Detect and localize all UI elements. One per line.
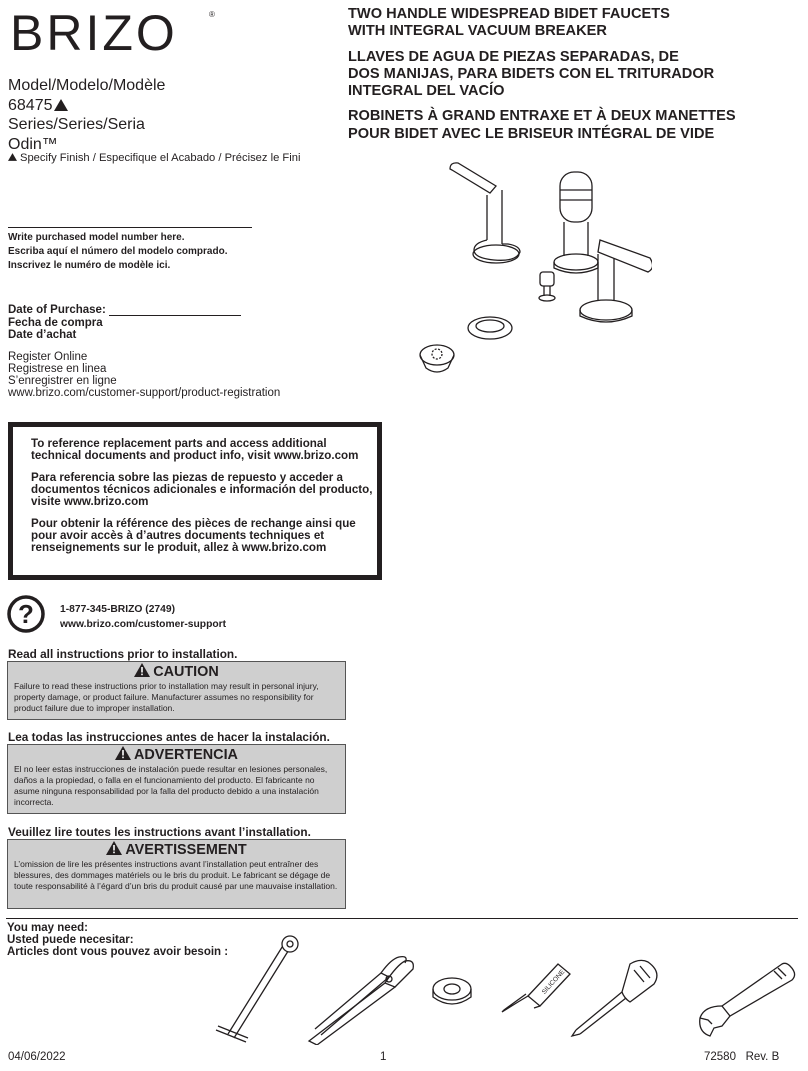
series-label: Series/Series/Seria [8,116,145,133]
register-en: Register Online [8,351,88,363]
caution-heading-text: CAUTION [153,664,219,680]
advertencia-heading [8,746,345,764]
model-number-line[interactable] [8,227,252,228]
title-es-2: DOS MANIJAS, PARA BIDETS CON EL TRITURADOR [348,65,715,82]
brizo-logo [8,6,218,54]
question-mark-icon [7,595,45,633]
avertissement-heading-text: AVERTISSEMENT [125,842,247,858]
avertissement-heading [8,841,345,859]
avertissement-body: L’omission de lire les présentes instructions avant l’installation peut entraîner des blessures, des dommages matériels ou le bris du produit. Le fabricant se dégage de toute responsabilité à l’égard d’un bris du produit causé par une mauvaise installation. [14,859,338,892]
registered-mark: ® [209,10,215,19]
model-info [8,76,165,154]
reference-en: To reference replacement parts and access additional technical documents and product info, visit www.brizo.com [31,437,359,462]
warning-triangle-icon [134,663,150,677]
drain-flange-icon [468,317,512,339]
spout-icon [554,172,598,273]
title-en-1: TWO HANDLE WIDESPREAD BIDET FAUCETS [348,6,670,22]
right-handle-icon [580,240,652,322]
silicone-label: SILICONE [540,968,567,996]
title-fr-1: ROBINETS À GRAND ENTRAXE ET À DEUX MANETTES [348,108,736,125]
support-phone[interactable]: 1-877-345-BRIZO (2749) [60,604,176,615]
logo-text: BRIZO [10,6,178,54]
date-label-fr: Date d’achat [8,329,77,341]
support-link[interactable]: www.brizo.com/customer-support [60,619,227,630]
phillips-screwdriver-icon [568,958,664,1038]
footer-date: 04/06/2022 [8,1051,66,1063]
reference-info-box [8,422,382,580]
write-model-es: Escriba aquí el número del modelo comprado. [8,245,228,257]
write-model-fr: Inscrivez le numéro de modèle ici. [8,259,171,271]
write-model-instructions [8,231,228,272]
channel-lock-pliers-icon [305,955,420,1045]
triangle-icon [8,153,17,161]
title-en-2: WITH INTEGRAL VACUUM BREAKER [348,23,607,40]
left-handle-icon [450,163,520,263]
write-model-en: Write purchased model number here. [8,232,185,243]
date-of-purchase-line[interactable] [109,315,241,316]
warning-triangle-icon [106,841,122,855]
support-contact [60,602,226,632]
advertencia-body: El no leer estas instrucciones de instalación puede resultar en lesiones personales, daños a la propiedad, o falla en el funcionamiento del producto. El fabricante no asume ninguna responsabilidad por la falla del producto debido a una instalación incorrecta. [14,764,328,808]
svg-text:?: ? [18,599,34,629]
reference-fr: Pour obtenir la référence des pièces de rechange ainsi que pour avoir accès à d’autres documents techniques et renseignements sur le produit, allez à www.brizo.com [31,517,356,554]
you-may-need-es: Usted puede necesitar: [7,933,134,946]
date-of-purchase [8,304,106,342]
plumbers-tape-icon [430,975,474,1011]
adjustable-wrench-icon [694,960,798,1040]
triangle-icon [54,99,68,111]
title-es-1: LLAVES DE AGUA DE PIEZAS SEPARADAS, DE [348,48,679,65]
doc-number: 72580 [704,1051,736,1063]
series-name: Odin™ [8,135,58,153]
model-number-row [8,96,165,116]
read-all-en: Read all instructions prior to installation. [8,647,238,661]
revision: Rev. B [745,1051,780,1063]
model-number: 68475 [8,96,53,114]
date-label-es: Fecha de compra [8,316,103,329]
advertencia-box [7,744,346,814]
register-link[interactable]: www.brizo.com/customer-support/product-registration [8,386,281,399]
popup-knob-icon [539,272,555,301]
date-label-en: Date of Purchase: [8,304,106,316]
document-number [704,1051,779,1063]
you-may-need [7,923,228,958]
avertissement-box [7,839,346,909]
you-may-need-fr: Articles dont vous pouvez avoir besoin : [7,945,229,958]
basin-wrench-icon [212,934,302,1046]
register-fr: S’enregistrer en ligne [8,374,117,387]
register-es: Registrese en linea [8,362,107,375]
section-divider [6,918,798,919]
bidet-faucet-illustration [412,150,652,380]
specify-finish-text: Specify Finish / Especifique el Acabado / Précisez le Fini [20,152,301,164]
warning-triangle-icon [115,746,131,760]
model-label: Model/Modelo/Modèle [8,77,166,94]
read-all-fr: Veuillez lire toutes les instructions avant l’installation. [8,825,311,839]
read-all-es: Lea todas las instrucciones antes de hacer la instalación. [8,730,330,744]
spray-head-icon [420,345,454,372]
register-online [8,352,280,400]
title-fr-2: POUR BIDET AVEC LE BRISEUR INTÉGRAL DE VIDE [348,125,715,142]
specify-finish [8,152,300,164]
silicone-tube-icon [498,958,572,1014]
you-may-need-en: You may need: [7,922,88,934]
caution-heading [8,663,345,681]
caution-body: Failure to read these instructions prior to installation may result in personal injury, property damage, or product failure. Manufacturer assumes no responsibility for product failure due to improper installation. [14,681,319,714]
reference-es: Para referencia sobre las piezas de repuesto y acceder a documentos técnicos adicionales e información del producto, visite www.brizo.com [31,471,373,508]
title-es-3: INTEGRAL DEL VACÍO [348,83,505,100]
document-title [348,6,803,143]
page-number: 1 [380,1051,387,1063]
advertencia-heading-text: ADVERTENCIA [134,747,238,763]
caution-box [7,661,346,720]
